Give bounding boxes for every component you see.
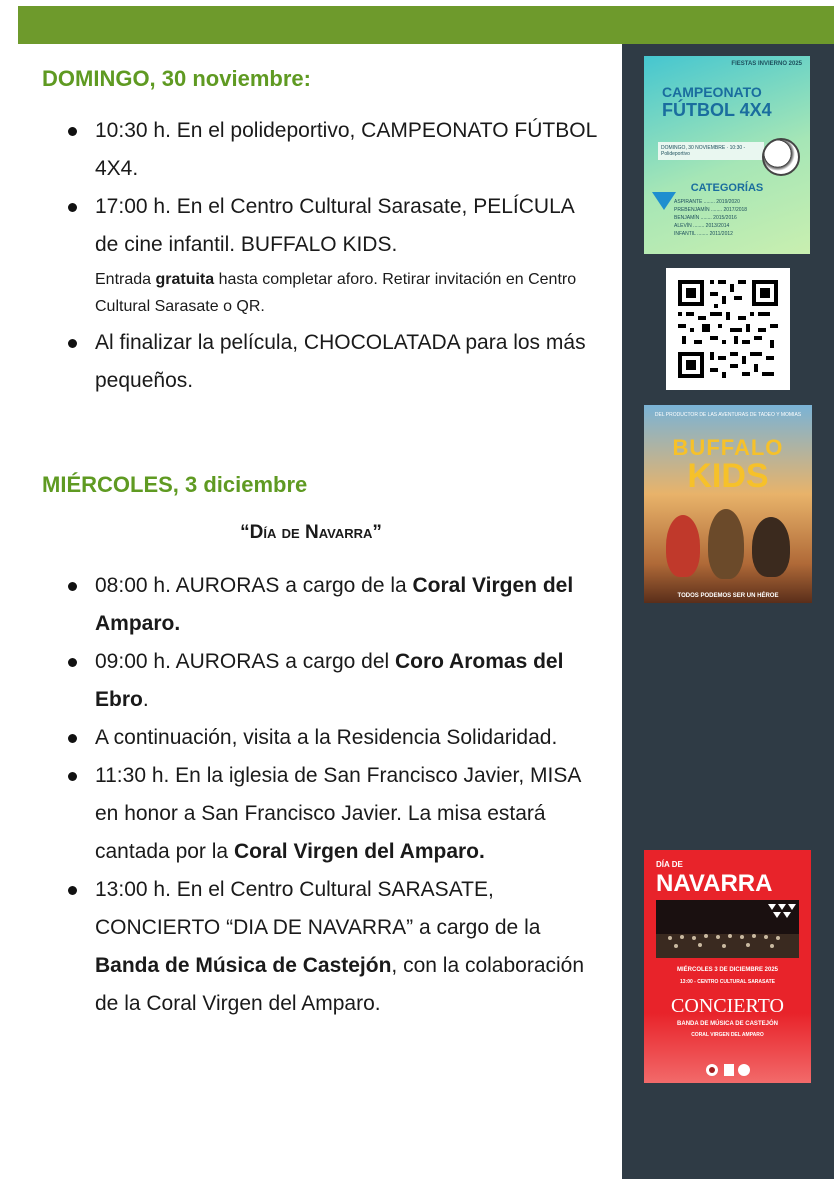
list-item: 10:30 h. En el polideportivo, CAMPEONATO FÚTBOL 4X4. xyxy=(0,112,600,188)
entry-note: Entrada gratuita hasta completar aforo. Retirar invitación en Centro Cultural Sarasate o QR. xyxy=(95,271,577,315)
list-item: 11:30 h. En la iglesia de San Francisco Javier, MISA en honor a San Francisco Javier. La misa estará cantada por la Coral Virgen del Amparo. xyxy=(0,757,600,871)
sunday-event-list xyxy=(0,112,600,400)
triangle-decoration xyxy=(652,192,676,210)
character-figure xyxy=(666,515,700,577)
list-item: 13:00 h. En el Centro Cultural SARASATE, CONCIERTO “DIA DE NAVARRA” a cargo de la Banda de Música de Castejón, con la colaboración de la Coral Virgen del Amparo. xyxy=(0,871,600,1023)
section-heading-wednesday: MIÉRCOLES, 3 diciembre xyxy=(42,472,308,497)
soccer-ball-icon xyxy=(762,138,800,176)
list-item: 17:00 h. En el Centro Cultural Sarasate, PELÍCULA de cine infantil. BUFFALO KIDS. Entrada gratuita hasta completar aforo. Retirar invitación en Centro Cultural Sarasate o QR. xyxy=(0,188,600,320)
buffalo-kids-poster: DEL PRODUCTOR DE LAS AVENTURAS DE TADEO Y MOMIAS BUFFALO KIDS TODOS PODEMOS SER UN HÉROE xyxy=(644,405,812,603)
sponsor-logos xyxy=(704,1063,752,1077)
dia-de-navarra-poster: DÍA DE NAVARRA MIÉRCOLES 3 DE DICIEMBRE 2025 13:00 - CENTRO CULTURAL SARASATE CONCIERTO BANDA DE MÚSICA DE CASTEJÓN CORAL VIRGEN DEL AMPARO xyxy=(644,850,811,1083)
wednesday-event-list xyxy=(0,567,600,1023)
qr-code[interactable] xyxy=(666,268,790,390)
list-item: A continuación, visita a la Residencia Solidaridad. xyxy=(0,719,600,757)
event-subtitle: “Día de Navarra” xyxy=(240,522,382,543)
section-heading-sunday: DOMINGO, 30 noviembre: xyxy=(42,66,311,91)
list-item: Al finalizar la película, CHOCOLATADA para los más pequeños. xyxy=(0,324,600,400)
category-rows: ASPIRANTE ........ 2019/2020 PREBENJAMÍN ........ 2017/2018 BENJAMÍN ........ 2015/2016 ALEVÍN ........ 2013/2014 INFANTIL ........ 2011/2012 xyxy=(674,199,748,237)
concert-photo xyxy=(656,900,799,958)
character-figure xyxy=(752,517,790,577)
character-figure xyxy=(708,509,744,579)
football-tournament-poster: FIESTAS INVIERNO 2025 CAMPEONATO FÚTBOL 4X4 DOMINGO, 30 NOVIEMBRE · 10:30 - Polideportivo CATEGORÍAS ASPIRANTE ........ 2019/2020 PREBENJAMÍN ........ 2017/2018 BENJAMÍN ........ 2015/2016 ALEVÍN ........ 2013/2014 INFANTIL ........ 2011/2012 xyxy=(644,56,810,254)
list-item: 08:00 h. AURORAS a cargo de la Coral Virgen del Amparo. xyxy=(0,567,600,643)
list-item: 09:00 h. AURORAS a cargo del Coro Aromas del Ebro. xyxy=(0,643,600,719)
